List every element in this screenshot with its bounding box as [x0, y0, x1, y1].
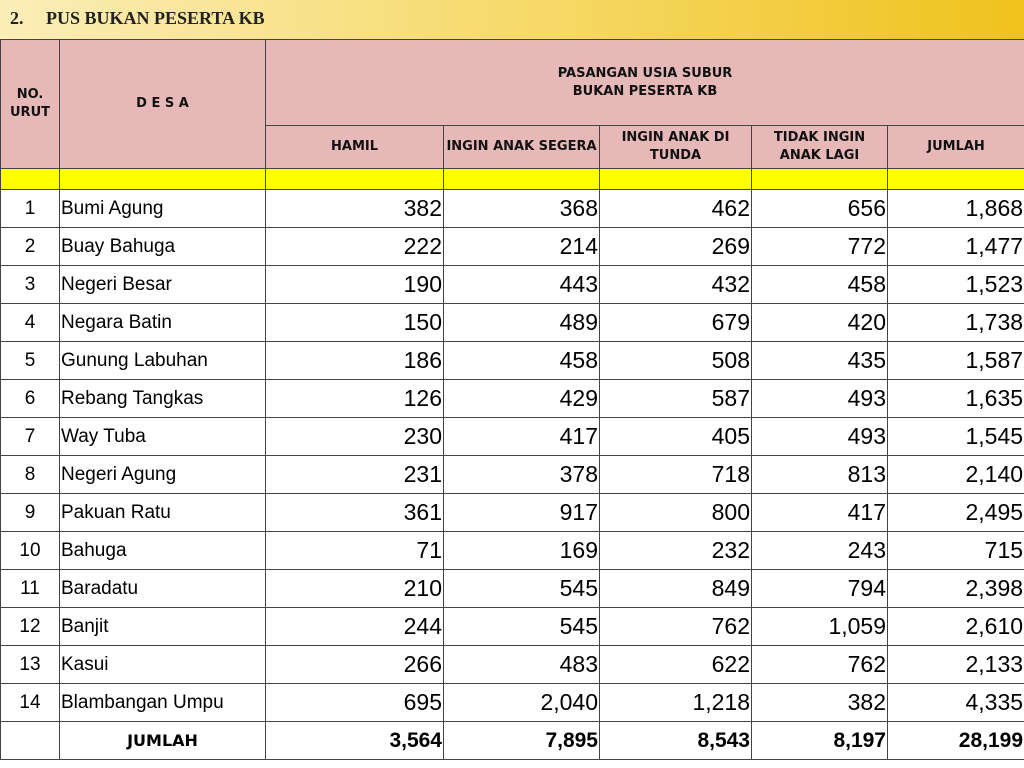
cell-tidak-ingin: 420: [752, 304, 888, 342]
cell-hamil: 361: [266, 494, 444, 532]
header-group: [266, 40, 1024, 126]
cell-hamil: 695: [266, 684, 444, 722]
data-table: [0, 39, 1024, 760]
separator-cell: [888, 169, 1024, 190]
cell-jumlah: 1,477: [888, 228, 1024, 266]
cell-jumlah: 1,587: [888, 342, 1024, 380]
page-title: [10, 8, 265, 29]
cell-no: 2: [1, 228, 60, 266]
cell-ingin-segera: 443: [444, 266, 600, 304]
cell-hamil: 210: [266, 570, 444, 608]
header-group-line2: BUKAN PESERTA KB: [572, 83, 718, 99]
header-group-line1: PASANGAN USIA SUBUR: [557, 65, 733, 81]
cell-ingin-tunda: 762: [600, 608, 752, 646]
cell-no: 3: [1, 266, 60, 304]
cell-ingin-tunda: 849: [600, 570, 752, 608]
total-blank-cell: [1, 722, 60, 760]
cell-desa: Gunung Labuhan: [60, 342, 266, 380]
header-ingin-segera: INGIN ANAK SEGERA: [444, 126, 600, 169]
cell-jumlah: 1,545: [888, 418, 1024, 456]
total-ingin-segera: 7,895: [444, 722, 600, 760]
cell-jumlah: 1,738: [888, 304, 1024, 342]
table-row: [1, 684, 1024, 722]
cell-tidak-ingin: 772: [752, 228, 888, 266]
cell-tidak-ingin: 458: [752, 266, 888, 304]
header-row-top: [1, 40, 1024, 126]
title-bar: [0, 0, 1024, 39]
separator-cell: [60, 169, 266, 190]
header-no-label: NO. URUT: [10, 87, 50, 120]
cell-tidak-ingin: 435: [752, 342, 888, 380]
header-ingin-tunda: INGIN ANAK DI TUNDA: [600, 126, 752, 169]
cell-ingin-tunda: 587: [600, 380, 752, 418]
cell-ingin-segera: 429: [444, 380, 600, 418]
cell-ingin-tunda: 679: [600, 304, 752, 342]
cell-ingin-tunda: 508: [600, 342, 752, 380]
cell-jumlah: 1,523: [888, 266, 1024, 304]
header-tidak-ingin: TIDAK INGIN ANAK LAGI: [752, 126, 888, 169]
table-row: [1, 646, 1024, 684]
cell-tidak-ingin: 1,059: [752, 608, 888, 646]
table-row: [1, 228, 1024, 266]
cell-tidak-ingin: 794: [752, 570, 888, 608]
cell-no: 5: [1, 342, 60, 380]
cell-no: 4: [1, 304, 60, 342]
cell-tidak-ingin: 243: [752, 532, 888, 570]
cell-jumlah: 715: [888, 532, 1024, 570]
cell-desa: Baradatu: [60, 570, 266, 608]
cell-jumlah: 2,398: [888, 570, 1024, 608]
separator-cell: [1, 169, 60, 190]
table-row: [1, 494, 1024, 532]
separator-cell: [600, 169, 752, 190]
cell-hamil: 150: [266, 304, 444, 342]
cell-desa: Pakuan Ratu: [60, 494, 266, 532]
table-row: [1, 190, 1024, 228]
cell-no: 7: [1, 418, 60, 456]
cell-hamil: 231: [266, 456, 444, 494]
cell-no: 8: [1, 456, 60, 494]
header-desa: [60, 40, 266, 169]
cell-jumlah: 1,635: [888, 380, 1024, 418]
cell-tidak-ingin: 382: [752, 684, 888, 722]
table-row: [1, 456, 1024, 494]
total-tidak-ingin: 8,197: [752, 722, 888, 760]
table-row: [1, 380, 1024, 418]
header-jumlah: JUMLAH: [888, 126, 1024, 169]
cell-ingin-tunda: 718: [600, 456, 752, 494]
cell-no: 12: [1, 608, 60, 646]
cell-ingin-tunda: 269: [600, 228, 752, 266]
cell-ingin-tunda: 432: [600, 266, 752, 304]
cell-desa: Kasui: [60, 646, 266, 684]
table-row: [1, 418, 1024, 456]
table-row: [1, 342, 1024, 380]
header-no: [1, 40, 60, 169]
cell-jumlah: 1,868: [888, 190, 1024, 228]
cell-desa: Banjit: [60, 608, 266, 646]
table-row: [1, 304, 1024, 342]
cell-desa: Negeri Agung: [60, 456, 266, 494]
table-row: [1, 608, 1024, 646]
cell-desa: Negara Batin: [60, 304, 266, 342]
cell-ingin-segera: 2,040: [444, 684, 600, 722]
cell-desa: Buay Bahuga: [60, 228, 266, 266]
cell-hamil: 126: [266, 380, 444, 418]
cell-jumlah: 2,495: [888, 494, 1024, 532]
cell-desa: Blambangan Umpu: [60, 684, 266, 722]
cell-no: 14: [1, 684, 60, 722]
cell-tidak-ingin: 656: [752, 190, 888, 228]
cell-tidak-ingin: 417: [752, 494, 888, 532]
cell-no: 10: [1, 532, 60, 570]
cell-no: 1: [1, 190, 60, 228]
cell-ingin-tunda: 1,218: [600, 684, 752, 722]
cell-hamil: 222: [266, 228, 444, 266]
cell-ingin-tunda: 405: [600, 418, 752, 456]
separator-cell: [752, 169, 888, 190]
cell-ingin-segera: 917: [444, 494, 600, 532]
cell-tidak-ingin: 493: [752, 380, 888, 418]
cell-tidak-ingin: 493: [752, 418, 888, 456]
cell-ingin-segera: 483: [444, 646, 600, 684]
total-ingin-tunda: 8,543: [600, 722, 752, 760]
total-label: JUMLAH: [60, 722, 266, 760]
header-hamil: HAMIL: [266, 126, 444, 169]
cell-no: 11: [1, 570, 60, 608]
title-label: PUS BUKAN PESERTA KB: [46, 8, 265, 28]
title-number: 2.: [10, 8, 24, 28]
cell-ingin-tunda: 232: [600, 532, 752, 570]
total-row: [1, 722, 1024, 760]
cell-jumlah: 2,140: [888, 456, 1024, 494]
cell-hamil: 266: [266, 646, 444, 684]
cell-desa: Negeri Besar: [60, 266, 266, 304]
cell-ingin-segera: 545: [444, 570, 600, 608]
cell-ingin-segera: 169: [444, 532, 600, 570]
cell-no: 9: [1, 494, 60, 532]
cell-jumlah: 4,335: [888, 684, 1024, 722]
cell-ingin-segera: 368: [444, 190, 600, 228]
separator-row: [1, 169, 1024, 190]
cell-tidak-ingin: 762: [752, 646, 888, 684]
cell-ingin-tunda: 462: [600, 190, 752, 228]
cell-desa: Rebang Tangkas: [60, 380, 266, 418]
cell-tidak-ingin: 813: [752, 456, 888, 494]
cell-hamil: 186: [266, 342, 444, 380]
table-row: [1, 570, 1024, 608]
header-desa-label: D E S A: [136, 96, 189, 111]
cell-ingin-segera: 214: [444, 228, 600, 266]
cell-desa: Bumi Agung: [60, 190, 266, 228]
cell-ingin-segera: 417: [444, 418, 600, 456]
cell-desa: Way Tuba: [60, 418, 266, 456]
separator-cell: [444, 169, 600, 190]
cell-hamil: 382: [266, 190, 444, 228]
cell-jumlah: 2,133: [888, 646, 1024, 684]
separator-cell: [266, 169, 444, 190]
cell-ingin-segera: 545: [444, 608, 600, 646]
cell-jumlah: 2,610: [888, 608, 1024, 646]
cell-ingin-segera: 458: [444, 342, 600, 380]
table-row: [1, 532, 1024, 570]
cell-desa: Bahuga: [60, 532, 266, 570]
cell-hamil: 244: [266, 608, 444, 646]
cell-hamil: 190: [266, 266, 444, 304]
table-row: [1, 266, 1024, 304]
cell-ingin-tunda: 622: [600, 646, 752, 684]
cell-no: 6: [1, 380, 60, 418]
cell-ingin-tunda: 800: [600, 494, 752, 532]
total-jumlah: 28,199: [888, 722, 1024, 760]
cell-hamil: 71: [266, 532, 444, 570]
total-hamil: 3,564: [266, 722, 444, 760]
cell-no: 13: [1, 646, 60, 684]
cell-hamil: 230: [266, 418, 444, 456]
cell-ingin-segera: 378: [444, 456, 600, 494]
cell-ingin-segera: 489: [444, 304, 600, 342]
